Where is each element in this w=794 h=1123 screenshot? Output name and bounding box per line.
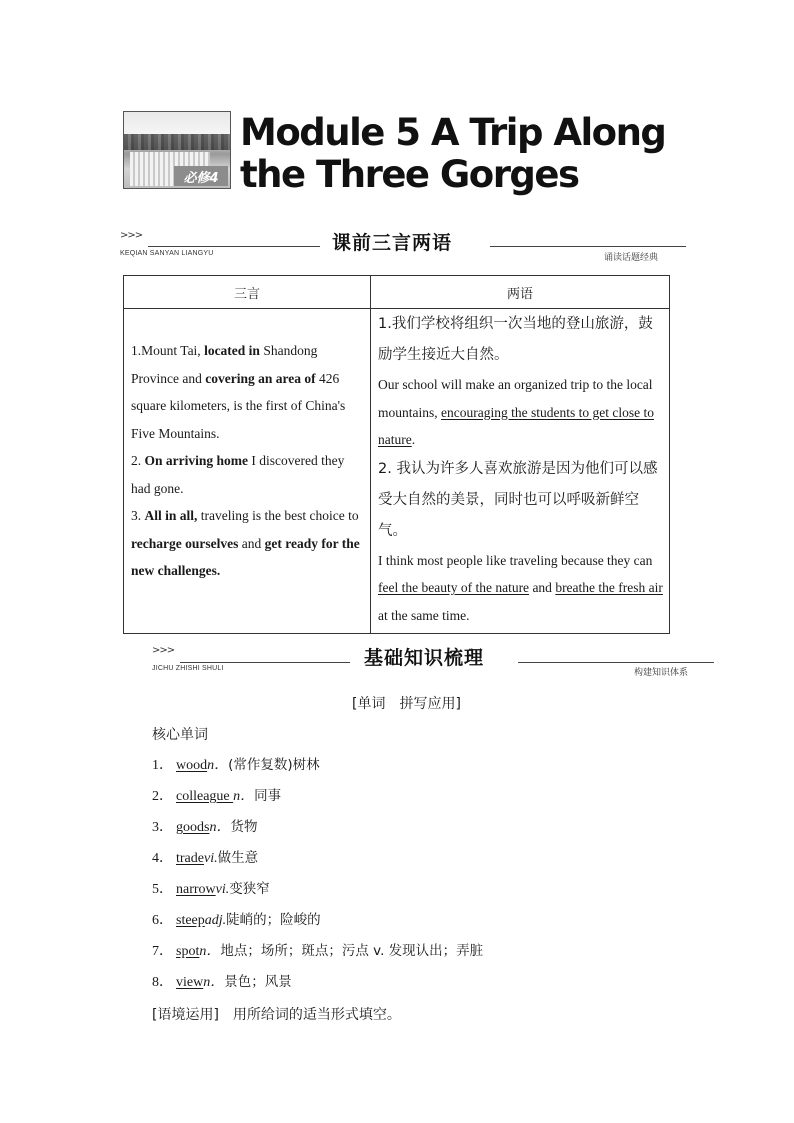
answer-blank: breathe the fresh air [555,580,663,595]
saying-2: 2. On arriving home I discovered they had gone. [131,453,345,496]
context-usage-instruction: [语境运用] 用所给词的适当形式填空。 [152,1007,401,1023]
phrases-cell [371,309,670,634]
list-item: 6． steepadj.陡峭的；险峻的 [152,912,321,928]
section-banner-preclass [120,228,686,268]
answer-blank: feel the beauty of the nature [378,580,530,595]
section-subtitle: 诵读话题经典 [604,253,659,263]
core-words-label: 核心单词 [152,727,208,743]
chevron-icon: >>> [120,230,143,241]
phrase-2-english: I think most people like traveling because they can feel the beauty of the nature and breathe the fresh air at the same time. [378,552,663,623]
list-item: 8． viewn．景色；风景 [152,974,292,990]
saying-3: 3. All in all, traveling is the best choice to recharge ourselves and get ready for the new challenges. [131,508,360,578]
vocab-caption: [单词 拼写应用] [352,696,461,712]
list-item: 4． tradevi.做生意 [152,850,259,866]
section-title: 基础知识梳理 [364,647,485,669]
banner-rule-right [518,662,714,663]
table-header-left: 三言 [124,276,371,309]
sayings-table [123,275,670,634]
banner-rule-left [180,662,350,663]
phrase-1-chinese: 1.我们学校将组织一次当地的登山旅游，鼓励学生接近大自然。 [378,316,653,363]
section-banner-basics [152,643,714,683]
module-cover-image [123,111,231,189]
module-title: Module 5 A Trip Along the Three Gorges [240,111,666,196]
banner-rule-right [490,246,686,247]
list-item: 1． woodn．(常作复数)树林 [152,757,320,773]
section-title: 课前三言两语 [332,232,453,254]
textbook-badge: 必修4 [174,166,228,186]
vocab-list [152,755,483,1003]
phrase-1-english: Our school will make an organized trip to the local mountains, encouraging the students to get close to nature. [378,377,654,447]
answer-blank: encouraging the students to get close to nature [378,404,654,447]
list-item: 3． goodsn．货物 [152,819,258,835]
section-subtitle: 构建知识体系 [634,668,689,678]
forest-silhouette [124,134,230,150]
sayings-cell [124,309,371,634]
list-item: 2． colleague n．同事 [152,788,282,804]
chevron-icon: >>> [152,645,175,656]
section-pinyin: KEQIAN SANYAN LIANGYU [120,250,214,257]
banner-rule-left [148,246,320,247]
table-header-right: 两语 [371,276,670,309]
list-item: 5． narrowvi.变狭窄 [152,881,270,897]
phrase-2-chinese: 2. 我认为许多人喜欢旅游是因为他们可以感受大自然的美景，同时也可以呼吸新鲜空气。 [378,460,658,539]
saying-1: 1.Mount Tai, located in Shandong Province and covering an area of 426 square kilometers, is the first of China's Five Mountains. [131,343,346,441]
section-pinyin: JICHU ZHISHI SHULI [152,665,224,672]
list-item: 7． spotn．地点；场所；斑点；污点 v. 发现认出；弄脏 [152,943,484,959]
